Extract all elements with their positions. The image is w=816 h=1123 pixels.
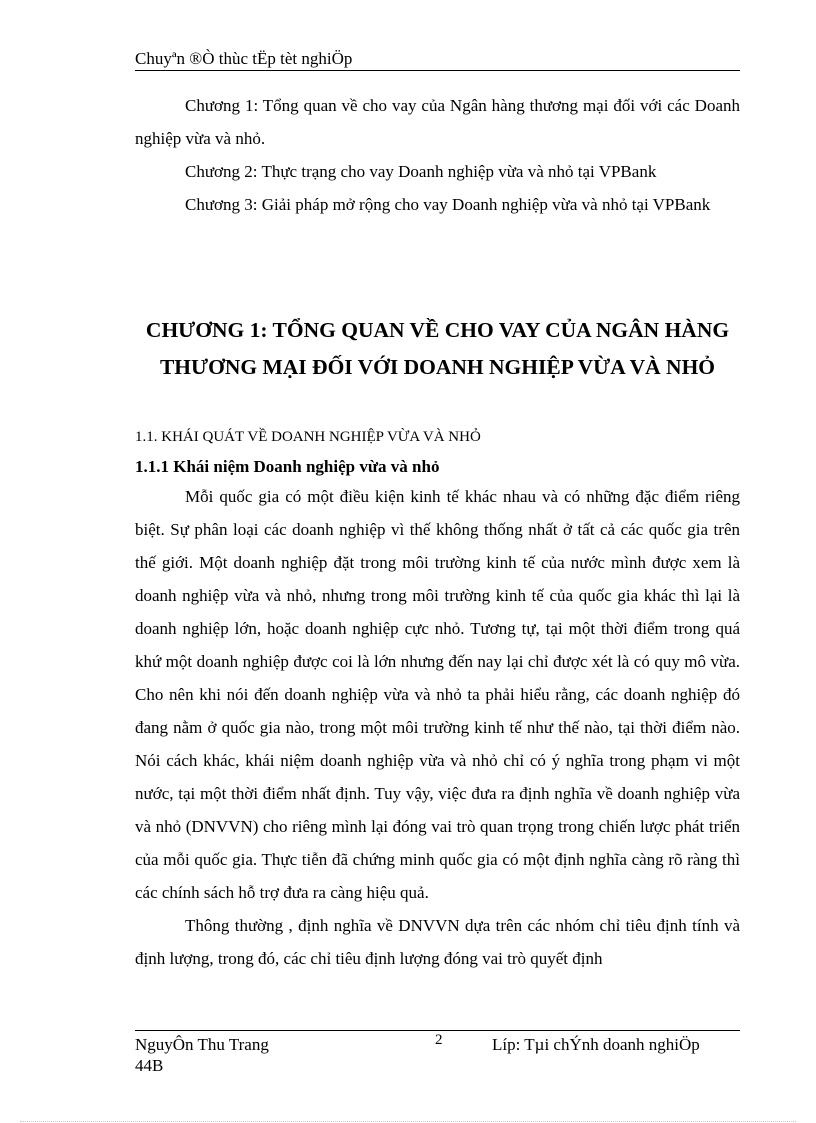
- chapter-list-item: Chương 1: Tổng quan về cho vay của Ngân hàng thương mại đối với các Doanh nghiệp vừa và nhỏ.: [135, 96, 740, 148]
- chapter-list: [135, 89, 740, 221]
- body-paragraph: Mỗi quốc gia có một điều kiện kinh tế khác nhau và có những đặc điểm riêng biệt. Sự phân loại các doanh nghiệp vì thế không thống nhất ở tất cả các quốc gia trên thế giới. Một doanh nghiệp đặt trong môi trường kinh tế của nước mình được xem là doanh nghiệp vừa và nhỏ, nhưng trong môi trường kinh tế của quốc gia khác thì lại là doanh nghiệp lớn, hoặc doanh nghiệp cực nhỏ. Tương tự, tại một thời điểm trong quá khứ một doanh nghiệp được coi là lớn nhưng đến nay lại chỉ được xét là có quy mô vừa. Cho nên khi nói đến doanh nghiệp vừa và nhỏ ta phải hiểu rằng, các doanh nghiệp đó đang nằm ở quốc gia nào, trong một môi trường kinh tế như thế nào, tại thời điểm nào. Nói cách khác, khái niệm doanh nghiệp vừa và nhỏ chỉ có ý nghĩa trong phạm vi một nước, tại một thời điểm nhất định. Tuy vậy, việc đưa ra định nghĩa về doanh nghiệp vừa và nhỏ (DNVVN) cho riêng mình lại đóng vai trò quan trọng trong chiến lược phát triển của mỗi quốc gia. Thực tiễn đã chứng minh quốc gia có một định nghĩa càng rõ ràng thì các chính sách hỗ trợ đưa ra càng hiệu quả.: [135, 487, 740, 902]
- chapter-title-line1: CHƯƠNG 1: TỔNG QUAN VỀ CHO VAY CỦA NGÂN HÀNG: [145, 318, 730, 342]
- chapter-title-line2: THƯƠNG MẠI ĐỐI VỚI DOANH NGHIỆP VỪA VÀ NHỎ: [159, 355, 716, 379]
- chapter-list-item: Chương 2: Thực trạng cho vay Doanh nghiệp vừa và nhỏ tại VPBank: [185, 162, 657, 181]
- body-paragraph: Thông thường , định nghĩa về DNVVN dựa trên các nhóm chỉ tiêu định tính và định lượng, trong đó, các chỉ tiêu định lượng đóng vai trò quyết định: [135, 916, 740, 968]
- main-body: [135, 480, 740, 975]
- chapter-list-item: Chương 3: Giải pháp mở rộng cho vay Doanh nghiệp vừa và nhỏ tại VPBank: [185, 195, 711, 214]
- footer-class-name: Líp: Tµi chÝnh doanh nghiÖp: [492, 1035, 700, 1054]
- footer-author: NguyÔn Thu Trang: [135, 1035, 269, 1054]
- footer-class-code: 44B: [135, 1056, 164, 1075]
- page-bottom-border: [20, 1121, 796, 1122]
- section-heading: 1.1. KHÁI QUÁT VỀ DOANH NGHIỆP VỪA VÀ NHỎ: [135, 429, 481, 445]
- chapter-title: [135, 312, 740, 386]
- page-header: Chuyªn ®Ò thùc tËp tèt nghiÖp: [135, 48, 740, 71]
- footer-divider: [135, 1030, 740, 1031]
- footer-author-block: [135, 1034, 269, 1076]
- page-number: 2: [435, 1032, 443, 1048]
- subsection-heading: 1.1.1 Khái niệm Doanh nghiệp vừa và nhỏ: [135, 457, 440, 476]
